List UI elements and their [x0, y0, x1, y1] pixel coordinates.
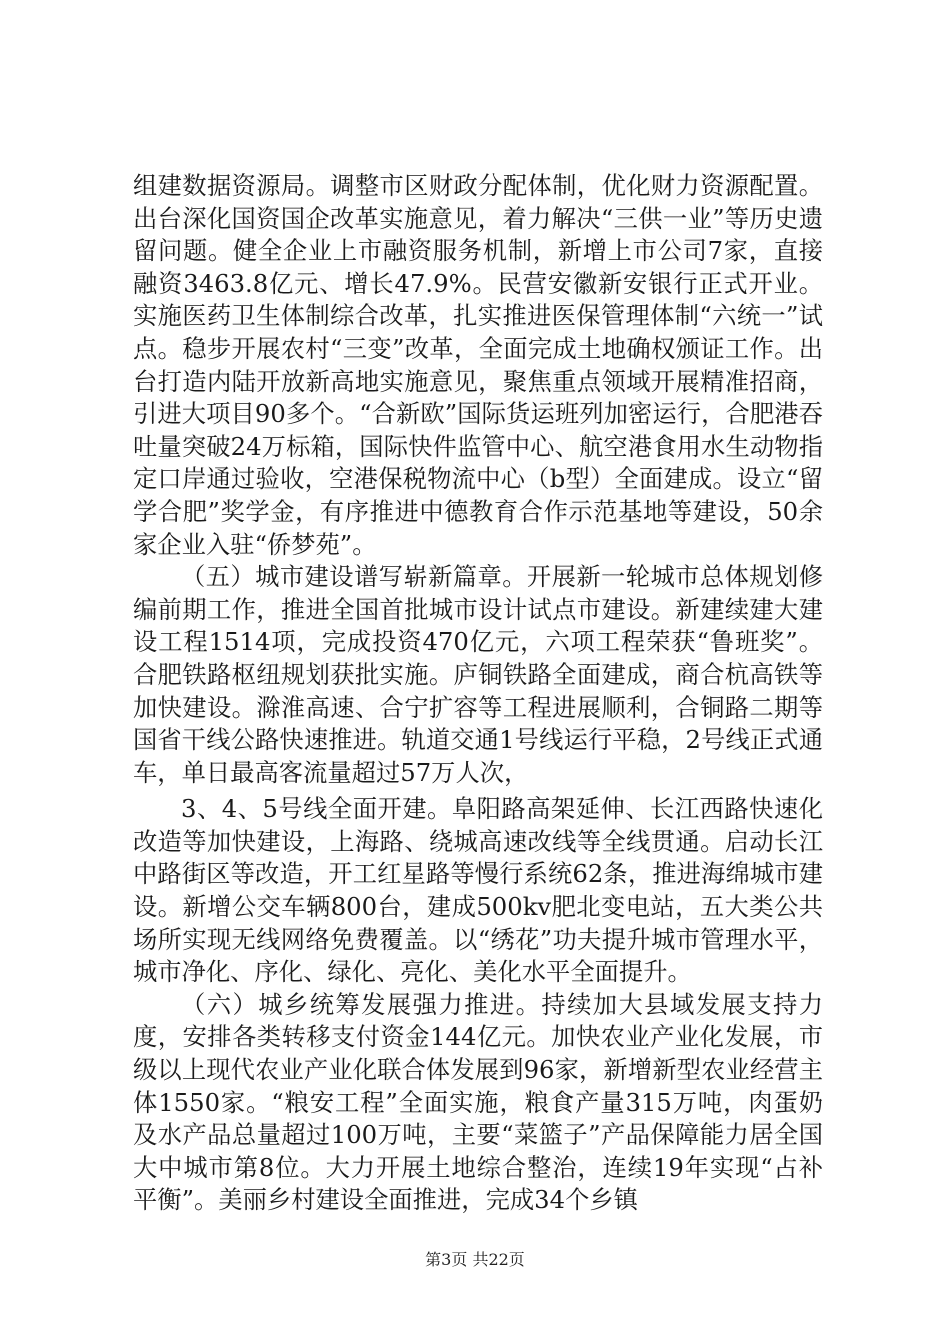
paragraph-4: （六）城乡统筹发展强力推进。持续加大县域发展支持力度，安排各类转移支付资金144亿元。加快农业产业化发展，市级以上现代农业产业化联合体发展到96家，新增新型农业经营主体1550家。“粮安工程”全面实施，粮食产量315万吨，肉蛋奶及水产品总量超过100万吨，主要“菜篮子”产品保障能力居全国大中城市第8位。大力开展土地综合整治，连续19年实现“占补平衡”。美丽乡村建设全面推进，完成34个乡镇: [133, 989, 823, 1215]
page-footer: 第3页 共22页: [425, 1250, 525, 1269]
paragraph-3: 3、4、5号线全面开建。阜阳路高架延伸、长江西路快速化改造等加快建设，上海路、绕城高速改线等全线贯通。启动长江中路街区等改造，开工红星路等慢行系统62条，推进海绵城市建设。新增公交车辆800台，建成500kv肥北变电站，五大类公共场所实现无线网络免费覆盖。以“绣花”功夫提升城市管理水平，城市净化、序化、绿化、亮化、美化水平全面提升。: [133, 794, 823, 987]
paragraph-1: 组建数据资源局。调整市区财政分配体制，优化财力资源配置。出台深化国资国企改革实施意见，着力解决“三供一业”等历史遗留问题。健全企业上市融资服务机制，新增上市公司7家，直接融资3463.8亿元、增长47.9%。民营安徽新安银行正式开业。实施医药卫生体制综合改革，扎实推进医保管理体制“六统一”试点。稳步开展农村“三变”改革，全面完成土地确权颁证工作。出台打造内陆开放新高地实施意见，聚焦重点领域开展精准招商，引进大项目90多个。“合新欧”国际货运班列加密运行，合肥港吞吐量突破24万标箱，国际快件监管中心、航空港食用水生动物指定口岸通过验收，空港保税物流中心（b型）全面建成。设立“留学合肥”奖学金，有序推进中德教育合作示范基地等建设，50余家企业入驻“侨梦苑”。: [133, 171, 823, 559]
paragraph-2: （五）城市建设谱写崭新篇章。开展新一轮城市总体规划修编前期工作，推进全国首批城市设计试点市建设。新建续建大建设工程1514项，完成投资470亿元，六项工程荣获“鲁班奖”。合肥铁路枢纽规划获批实施。庐铜铁路全面建成，商合杭高铁等加快建设。滁淮高速、合宁扩容等工程进展顺利，合铜路二期等国省干线公路快速推进。轨道交通1号线运行平稳，2号线正式通车，单日最高客流量超过57万人次，: [133, 562, 823, 787]
document-body: [133, 170, 823, 1217]
